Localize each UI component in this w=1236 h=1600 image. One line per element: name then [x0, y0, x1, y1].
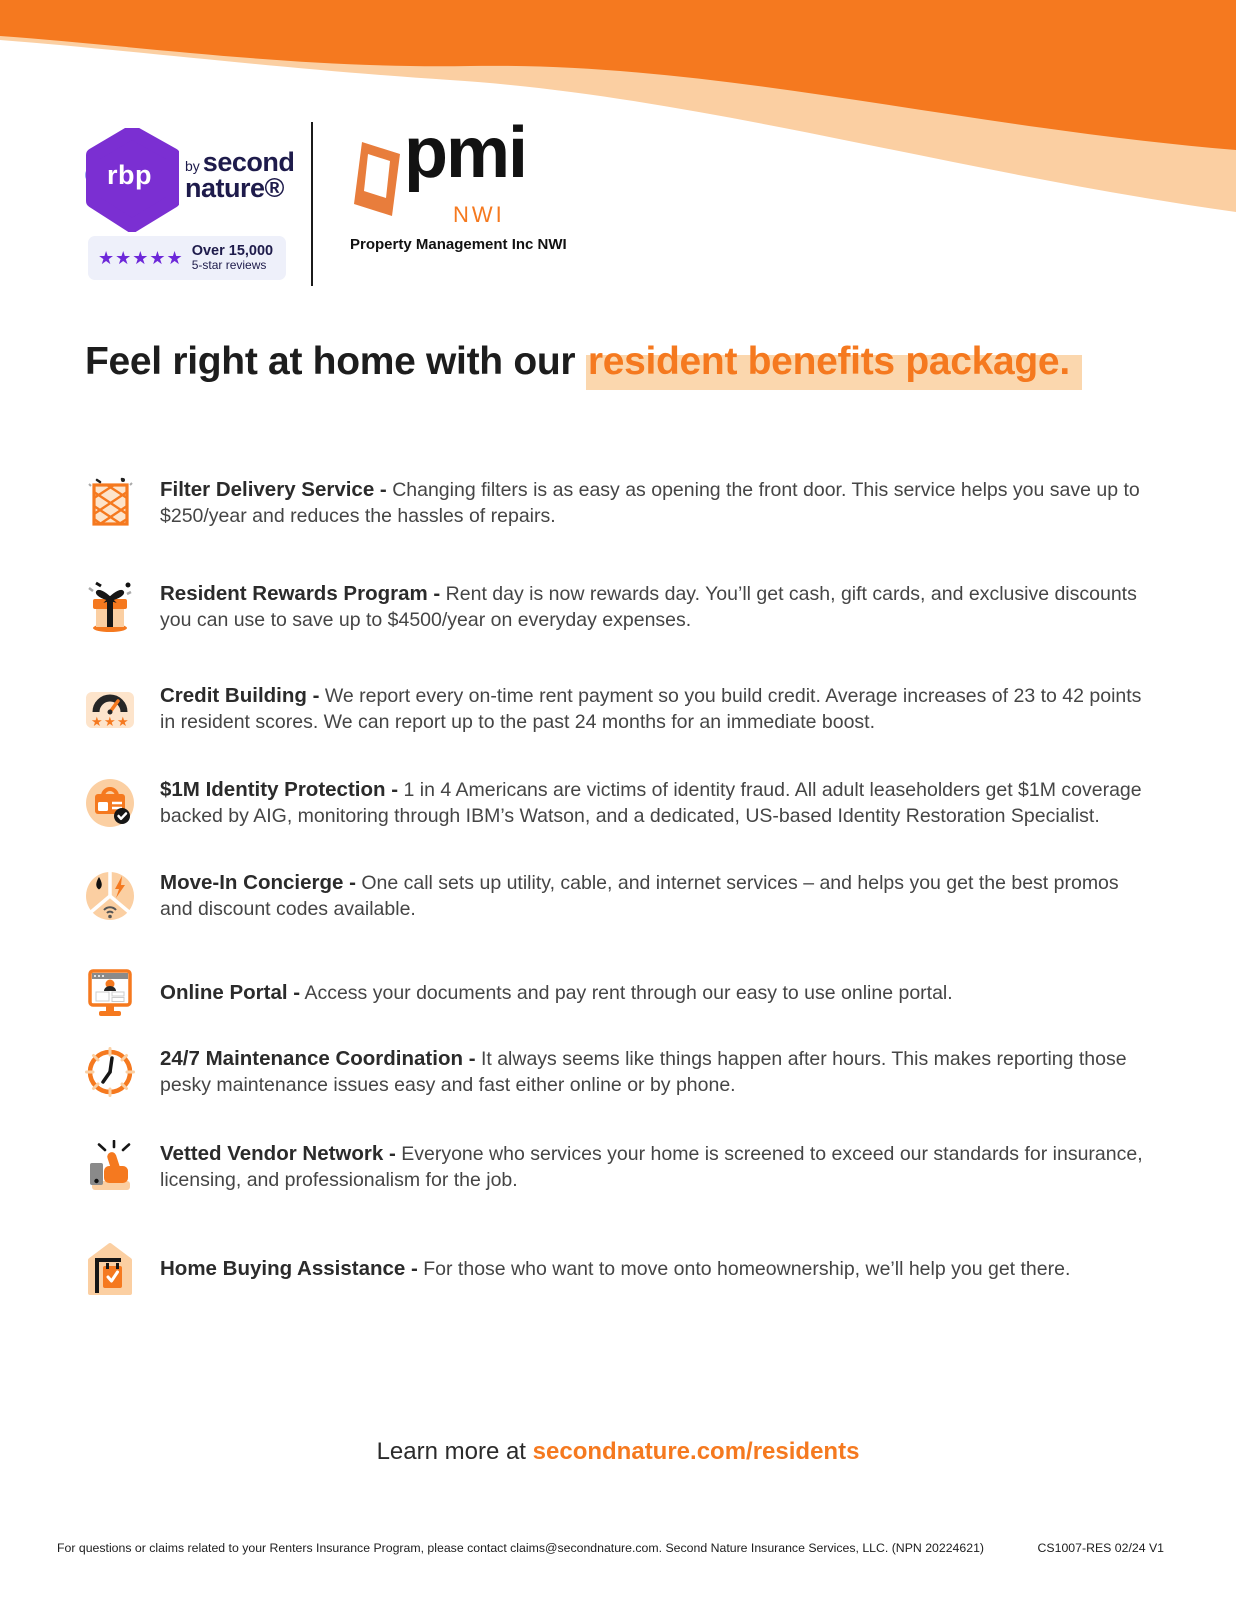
benefit-text: [160, 580, 1145, 634]
benefit-title: Home Buying Assistance -: [160, 1257, 418, 1281]
benefit-resident-rewards: [83, 580, 1145, 634]
svg-text:★: ★: [91, 714, 103, 729]
byline-by: by: [185, 158, 200, 174]
thumbs-up-icon: [83, 1140, 137, 1194]
benefit-title: $1M Identity Protection -: [160, 778, 399, 802]
pmi-logo: [348, 113, 608, 276]
benefit-description: 1 in 4 Americans are victims of identity fraud. All adult leaseholders get $1M coverage backed by AIG, monitoring through IBM’s Watson, and a dedicated, US-based Identity Restoration Specialist.: [160, 779, 1142, 827]
benefit-description: We report every on-time rent payment so you build credit. Average increases of 23 to 42 points in resident scores. We can report up to the past 24 months for an immediate boost.: [160, 685, 1142, 733]
benefit-title: 24/7 Maintenance Coordination -: [160, 1047, 476, 1071]
benefit-description: For those who want to move onto homeownership, we’ll help you get there.: [423, 1258, 1071, 1281]
learn-more-link[interactable]: secondnature.com/residents: [532, 1438, 860, 1465]
headline-prefix: Feel right at home with our: [85, 340, 576, 383]
benefit-description: Changing filters is as easy as opening the front door. This service helps you save up to $250/year and reduces the hassles of repairs.: [160, 479, 1140, 527]
clock-icon: [83, 1045, 137, 1099]
benefit-title: Filter Delivery Service -: [160, 478, 387, 502]
pmi-tagline: Property Management Inc NWI: [350, 236, 567, 253]
rbp-badge-text: rbp: [107, 160, 152, 190]
benefit-description: Rent day is now rewards day. You’ll get cash, gift cards, and exclusive discounts you can use to save up to $4500/year on everyday expenses.: [160, 583, 1137, 631]
benefit-text: [160, 1255, 1070, 1283]
page-title: [85, 340, 1185, 384]
benefit-title: Vetted Vendor Network -: [160, 1142, 396, 1166]
benefit-text: [160, 979, 953, 1007]
reviews-caption: 5-star reviews: [191, 258, 267, 273]
learn-more-prefix: Learn more at: [376, 1438, 526, 1465]
svg-text:★: ★: [117, 714, 129, 729]
benefit-description: One call sets up utility, cable, and internet services – and helps you get the best promos and discount codes available.: [160, 872, 1119, 920]
benefit-description: Access your documents and pay rent through our easy to use online portal.: [304, 982, 953, 1005]
reviews-count: Over 15,000: [191, 242, 274, 259]
benefit-identity-protection: [83, 776, 1145, 830]
logo-divider: [311, 122, 313, 286]
benefit-text: [160, 476, 1145, 530]
headline-highlight: resident benefits package.: [586, 340, 1082, 390]
second-nature-wordmark: [185, 147, 295, 203]
benefit-title: Credit Building -: [160, 684, 320, 708]
benefit-credit-building: [83, 682, 1145, 736]
credit-gauge-icon: [83, 682, 137, 736]
benefit-online-portal: [83, 966, 1145, 1020]
online-portal-icon: [83, 966, 137, 1020]
benefit-text: [160, 1140, 1145, 1194]
gift-icon: [83, 580, 137, 634]
benefit-text: [160, 869, 1145, 923]
brand-second: second: [202, 147, 295, 177]
benefit-filter-delivery: [83, 476, 1145, 530]
benefit-title: Resident Rewards Program -: [160, 582, 441, 606]
benefit-description: Everyone who services your home is screened to exceed our standards for insurance, licensing, and professionalism for the job.: [160, 1143, 1143, 1191]
home-sign-icon: [83, 1242, 137, 1296]
benefit-home-buying: [83, 1242, 1145, 1296]
fine-print: [57, 1541, 1164, 1555]
benefit-vetted-vendor-network: [83, 1140, 1145, 1194]
filter-icon: [83, 476, 137, 530]
benefit-text: [160, 1045, 1145, 1099]
learn-more-line: [0, 1438, 1236, 1466]
benefit-title: Online Portal -: [160, 981, 301, 1005]
benefit-title: Move-In Concierge -: [160, 871, 356, 895]
logo-row: [85, 113, 785, 288]
five-stars-icon: ★★★★★: [98, 248, 184, 268]
fine-print-code: CS1007-RES 02/24 V1: [1037, 1541, 1164, 1555]
brand-nature: nature®: [185, 172, 284, 203]
utilities-icon: [83, 869, 137, 923]
fine-print-legal: For questions or claims related to your Renters Insurance Program, please contact claims@secondnature.com. Second Nature Insurance Services, LLC. (NPN 20224621): [57, 1541, 984, 1555]
benefit-text: [160, 776, 1145, 830]
pmi-region: NWI: [453, 202, 505, 227]
identity-shield-icon: [83, 776, 137, 830]
benefit-description: It always seems like things happen after hours. This makes reporting those pesky maintenance issues easy and fast either online or by phone.: [160, 1048, 1127, 1096]
benefit-move-in-concierge: [83, 869, 1145, 923]
reviews-badge: [88, 236, 286, 280]
pmi-wordmark: pmi: [404, 113, 527, 193]
benefit-maintenance-coordination: [83, 1045, 1145, 1099]
svg-text:★: ★: [104, 714, 116, 729]
pmi-flag-icon: [348, 138, 406, 220]
benefit-text: [160, 682, 1145, 736]
